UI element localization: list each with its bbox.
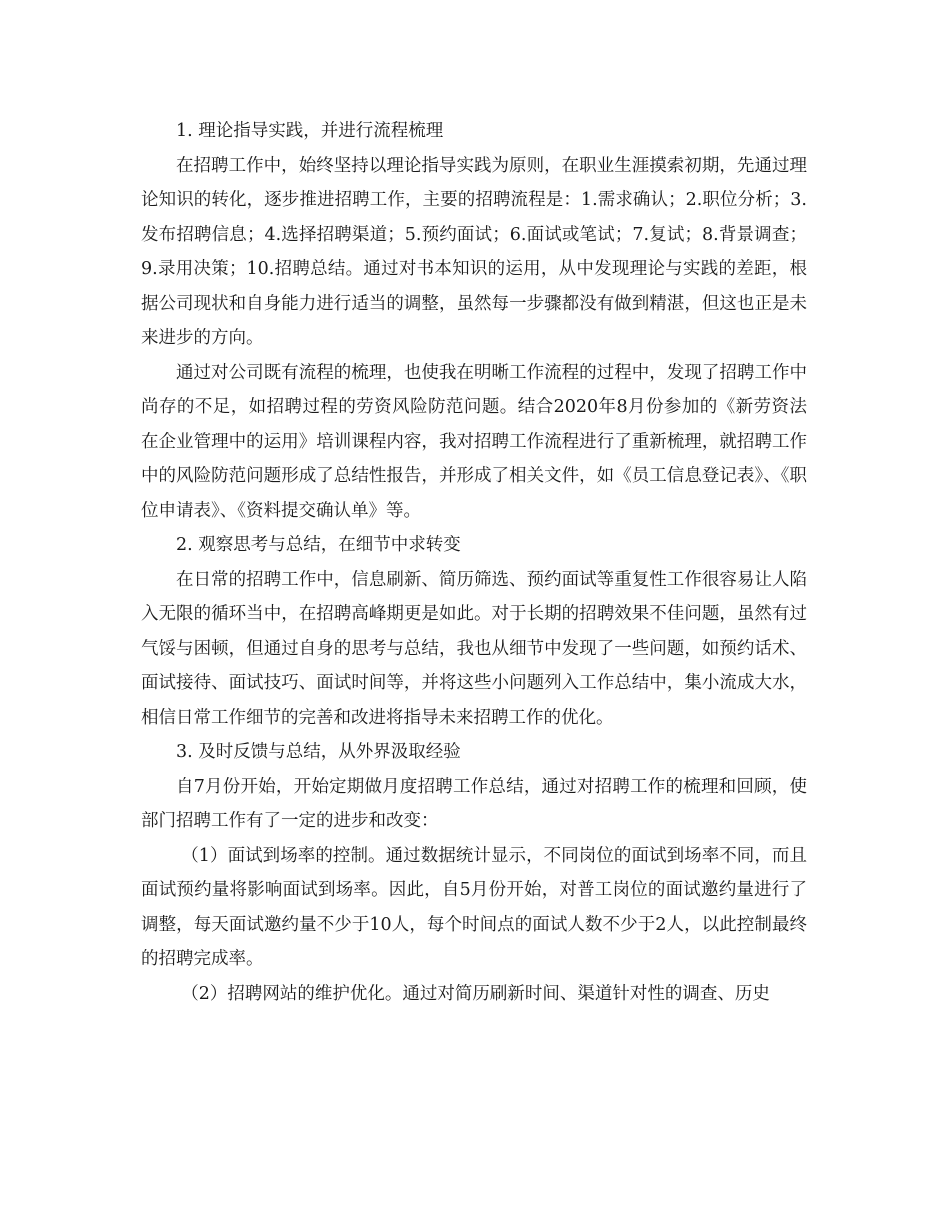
list-item-paragraph: （2）招聘网站的维护优化。通过对简历刷新时间、渠道针对性的调查、历史 [181, 983, 770, 1004]
list-item-paragraph: （1）面试到场率的控制。通过数据统计显示，不同岗位的面试到场率不同，而且面试预约量将影响面试到场率。因此，自5月份开始，对普工岗位的面试邀约量进行了调整，每天面试邀约量不少于10人，每个时间点的面试人数不少于2人，以此控制最终的招聘完成率。 [141, 845, 807, 969]
document-body [141, 114, 807, 1011]
body-paragraph: 通过对公司既有流程的梳理，也使我在明晰工作流程的过程中，发现了招聘工作中尚存的不足，如招聘过程的劳资风险防范问题。结合2020年8月份参加的《新劳资法在企业管理中的运用》培训课程内容，我对招聘工作流程进行了重新梳理，就招聘工作中的风险防范问题形成了总结性报告，并形成了相关文件，如《员工信息登记表》、《职位申请表》、《资料提交确认单》等。 [141, 362, 807, 521]
section-heading-2: 2. 观察思考与总结，在细节中求转变 [176, 535, 461, 555]
section-heading-3: 3. 及时反馈与总结，从外界汲取经验 [176, 742, 461, 762]
section-heading-1: 1. 理论指导实践，并进行流程梳理 [176, 121, 444, 141]
body-paragraph: 在招聘工作中，始终坚持以理论指导实践为原则，在职业生涯摸索初期，先通过理论知识的转化，逐步推进招聘工作，主要的招聘流程是：1.需求确认；2.职位分析；3.发布招聘信息；4.选择招聘渠道；5.预约面试；6.面试或笔试；7.复试；8.背景调查；9.录用决策；10.招聘总结。通过对书本知识的运用，从中发现理论与实践的差距，根据公司现状和自身能力进行适当的调整，虽然每一步骤都没有做到精湛，但这也正是未来进步的方向。 [141, 155, 807, 348]
body-paragraph: 自7月份开始，开始定期做月度招聘工作总结，通过对招聘工作的梳理和回顾，使部门招聘工作有了一定的进步和改变： [141, 776, 807, 831]
body-paragraph: 在日常的招聘工作中，信息刷新、简历筛选、预约面试等重复性工作很容易让人陷入无限的循环当中，在招聘高峰期更是如此。对于长期的招聘效果不佳问题，虽然有过气馁与困顿，但通过自身的思考与总结，我也从细节中发现了一些问题，如预约话术、面试接待、面试技巧、面试时间等，并将这些小问题列入工作总结中，集小流成大水，相信日常工作细节的完善和改进将指导未来招聘工作的优化。 [141, 569, 807, 728]
